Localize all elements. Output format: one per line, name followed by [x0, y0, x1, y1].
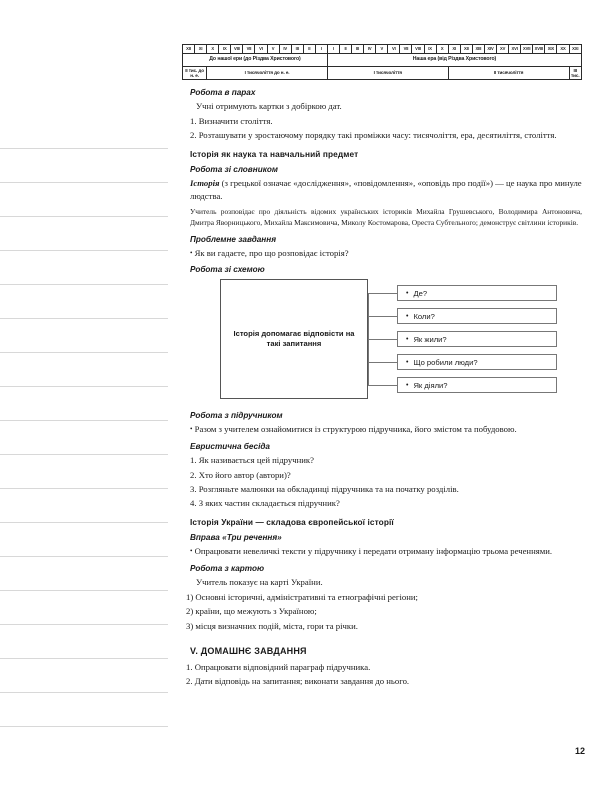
era-bce-cell: До нашої ери (до Різдва Христового) — [183, 53, 328, 66]
margin-rule-line — [0, 454, 168, 455]
century-cell-ce: XXI — [569, 45, 582, 54]
bullet-icon: • — [406, 358, 409, 366]
millennium-cell: I тисячоліття — [327, 66, 448, 80]
problem-question — [190, 247, 582, 260]
century-cell-bce: III — [291, 45, 303, 54]
scheme-main-box: Історія допомагає відповісти на такі запитання — [220, 279, 368, 399]
map-item-list — [186, 591, 582, 633]
map-item: 3) місця визначних подій, міста, гори та річки. — [186, 620, 358, 631]
century-cell-ce: XI — [448, 45, 460, 54]
exercise-task-text: Опрацювати невеличкі тексти у підручнику і передати отриману інформацію трьома реченнями. — [194, 546, 553, 557]
century-cell-bce: IV — [279, 45, 291, 54]
pairs-intro-text: Учні отримують картки з добіркою дат. — [196, 101, 342, 111]
pairs-task-list — [190, 115, 582, 142]
century-cell-ce: VIII — [412, 45, 424, 54]
scheme-leaf-box — [397, 308, 557, 324]
heading-homework: V. ДОМАШНЄ ЗАВДАННЯ — [190, 645, 307, 656]
millennium-cell: III тис. — [570, 67, 580, 78]
margin-rule-line — [0, 590, 168, 591]
century-cell-ce: VII — [400, 45, 412, 54]
millennium-cell: II тис. до н. е. — [183, 66, 207, 80]
margin-rule-line — [0, 216, 168, 217]
heuristic-question-item: 4. З яких частин складається підручник? — [190, 498, 340, 509]
textbook-task — [190, 423, 582, 436]
century-cell-ce: V — [376, 45, 388, 54]
century-cell-ce: XV — [497, 45, 509, 54]
bullet-icon: • — [406, 335, 409, 343]
margin-rule-line — [0, 182, 168, 183]
heading-ukraine-european-history: Історія України — складова європейської історії — [190, 517, 394, 528]
scheme-leaf-box — [397, 285, 557, 301]
pairs-task-item: 1. Визначити століття. — [190, 115, 273, 126]
century-cell-bce: I — [315, 45, 327, 54]
homework-item: 1. Опрацювати відповідний параграф підручника. — [186, 661, 371, 672]
century-cell-bce: II — [303, 45, 315, 54]
century-cell-ce: IX — [424, 45, 436, 54]
textbook-task-text: Разом з учителем ознайомитися із структурою підручника, його змістом та побудовою. — [194, 424, 517, 435]
margin-rule-line — [0, 522, 168, 523]
margin-rule-line — [0, 658, 168, 659]
margin-rule-line — [0, 556, 168, 557]
scheme-leaf-box — [397, 354, 557, 370]
century-cell-ce: XX — [557, 45, 569, 54]
scheme-leaf-label: Де? — [413, 288, 428, 298]
century-cell-bce: XII — [183, 45, 195, 54]
scheme-leaf-box — [397, 331, 557, 347]
bullet-icon: • — [406, 381, 409, 389]
margin-rule-line — [0, 726, 168, 727]
margin-rule-line — [0, 318, 168, 319]
margin-rule-line — [0, 624, 168, 625]
heading-three-sentences-exercise: Вправа «Три речення» — [190, 533, 282, 543]
scheme-connector — [368, 362, 397, 363]
exercise-task — [190, 545, 582, 558]
scan-margin-rules — [0, 148, 172, 768]
century-cell-ce: XII — [460, 45, 472, 54]
homework-item: 2. Дати відповідь на запитання; виконати завдання до нього. — [186, 676, 410, 686]
margin-rule-line — [0, 148, 168, 149]
historians-paragraph: Учитель розповідає про діяльність відомих українських істориків Михайла Грушевського, Володимира Антоновича, Дмитра Яворницького, Михайла Максимовича, Миколу Костомарова, Ореста Субтельного; демонструє світлини істориків. — [190, 206, 582, 227]
scheme-connector — [368, 385, 397, 386]
century-cell-ce: I — [327, 45, 339, 54]
history-questions-scheme — [220, 279, 560, 405]
century-cell-bce: VIII — [231, 45, 243, 54]
heuristic-question-list — [190, 454, 582, 510]
homework-item-list — [186, 661, 582, 688]
timeline-era-row — [183, 53, 582, 66]
page-content — [182, 44, 582, 689]
century-cell-bce: X — [207, 45, 219, 54]
century-cell-ce: XVII — [521, 45, 533, 54]
century-cell-ce: II — [340, 45, 352, 54]
century-cell-ce: XVI — [509, 45, 521, 54]
timeline-centuries-row — [183, 45, 582, 54]
map-item: 2) країни, що межують з Україною; — [186, 606, 317, 617]
margin-rule-line — [0, 284, 168, 285]
pairs-task-item: 2. Розташувати у зростаючому порядку такі проміжки часу: тисячоліття, ера, десятиліття, століття. — [190, 130, 557, 141]
century-cell-bce: VII — [243, 45, 255, 54]
heading-pairs-work: Робота в парах — [190, 88, 256, 97]
definition-term: Історія — [190, 178, 220, 189]
scheme-connector — [368, 316, 397, 317]
century-cell-ce: XVIII — [533, 45, 545, 54]
heading-scheme-work: Робота зі схемою — [190, 265, 265, 275]
century-cell-ce: III — [352, 45, 364, 54]
millennium-cell: I тисячоліття до н. е. — [207, 66, 328, 80]
heuristic-question-item: 1. Як називається цей підручник? — [190, 455, 314, 466]
scheme-connector — [368, 293, 397, 294]
heading-dictionary-work: Робота зі словником — [190, 165, 278, 175]
scheme-leaf-label: Що робили люди? — [413, 357, 478, 367]
heading-history-as-science: Історія як наука та навчальний предмет — [190, 149, 359, 160]
century-cell-bce: VI — [255, 45, 267, 54]
margin-rule-line — [0, 488, 168, 489]
timeline-millennia-row — [183, 66, 582, 80]
century-cell-bce: V — [267, 45, 279, 54]
scheme-leaf-label: Як жили? — [413, 334, 447, 344]
bullet-icon: • — [190, 248, 193, 257]
century-cell-ce: XIX — [545, 45, 557, 54]
century-cell-ce: XIII — [472, 45, 484, 54]
problem-question-text: Як ви гадаєте, про що розповідає історія? — [194, 247, 349, 258]
bullet-icon: • — [406, 289, 409, 297]
millennium-cell: II тисячоліття — [448, 66, 569, 80]
margin-rule-line — [0, 386, 168, 387]
era-ce-cell: Наша ера (від Різдва Христового) — [327, 53, 581, 66]
bullet-icon: • — [190, 425, 193, 434]
margin-rule-line — [0, 420, 168, 421]
scheme-connector — [368, 339, 397, 340]
century-cell-bce: IX — [219, 45, 231, 54]
timeline-table — [182, 44, 582, 80]
century-cell-ce: VI — [388, 45, 400, 54]
scheme-leaf-box — [397, 377, 557, 393]
heading-problem-task: Проблемне завдання — [190, 234, 277, 244]
century-cell-bce: XI — [195, 45, 207, 54]
history-definition — [190, 177, 582, 203]
heuristic-question-item: 2. Хто його автор (автори)? — [190, 469, 291, 480]
heading-map-work: Робота з картою — [190, 564, 265, 574]
margin-rule-line — [0, 352, 168, 353]
page-number: 12 — [574, 746, 585, 756]
margin-rule-line — [0, 250, 168, 251]
definition-body: (з грецької означає «дослідження», «повідомлення», «оповідь про події») — це наука про минуле людства. — [190, 178, 582, 201]
century-cell-ce: IV — [364, 45, 376, 54]
bullet-icon: • — [190, 547, 193, 556]
scheme-leaf-label: Як діяли? — [413, 380, 448, 390]
century-cell-ce: X — [436, 45, 448, 54]
map-item: 1) Основні історичні, адміністративні та етнографічні регіони; — [186, 592, 418, 602]
heuristic-question-item: 3. Розгляньте малюнки на обкладинці підручника та на початку розділів. — [190, 484, 459, 494]
heading-textbook-work: Робота з підручником — [190, 411, 283, 421]
map-intro-text: Учитель показує на карті України. — [196, 577, 323, 588]
margin-rule-line — [0, 692, 168, 693]
scheme-leaf-label: Коли? — [413, 311, 435, 321]
bullet-icon: • — [406, 312, 409, 320]
century-cell-ce: XIV — [484, 45, 496, 54]
heading-heuristic-talk: Евристична бесіда — [190, 442, 270, 452]
